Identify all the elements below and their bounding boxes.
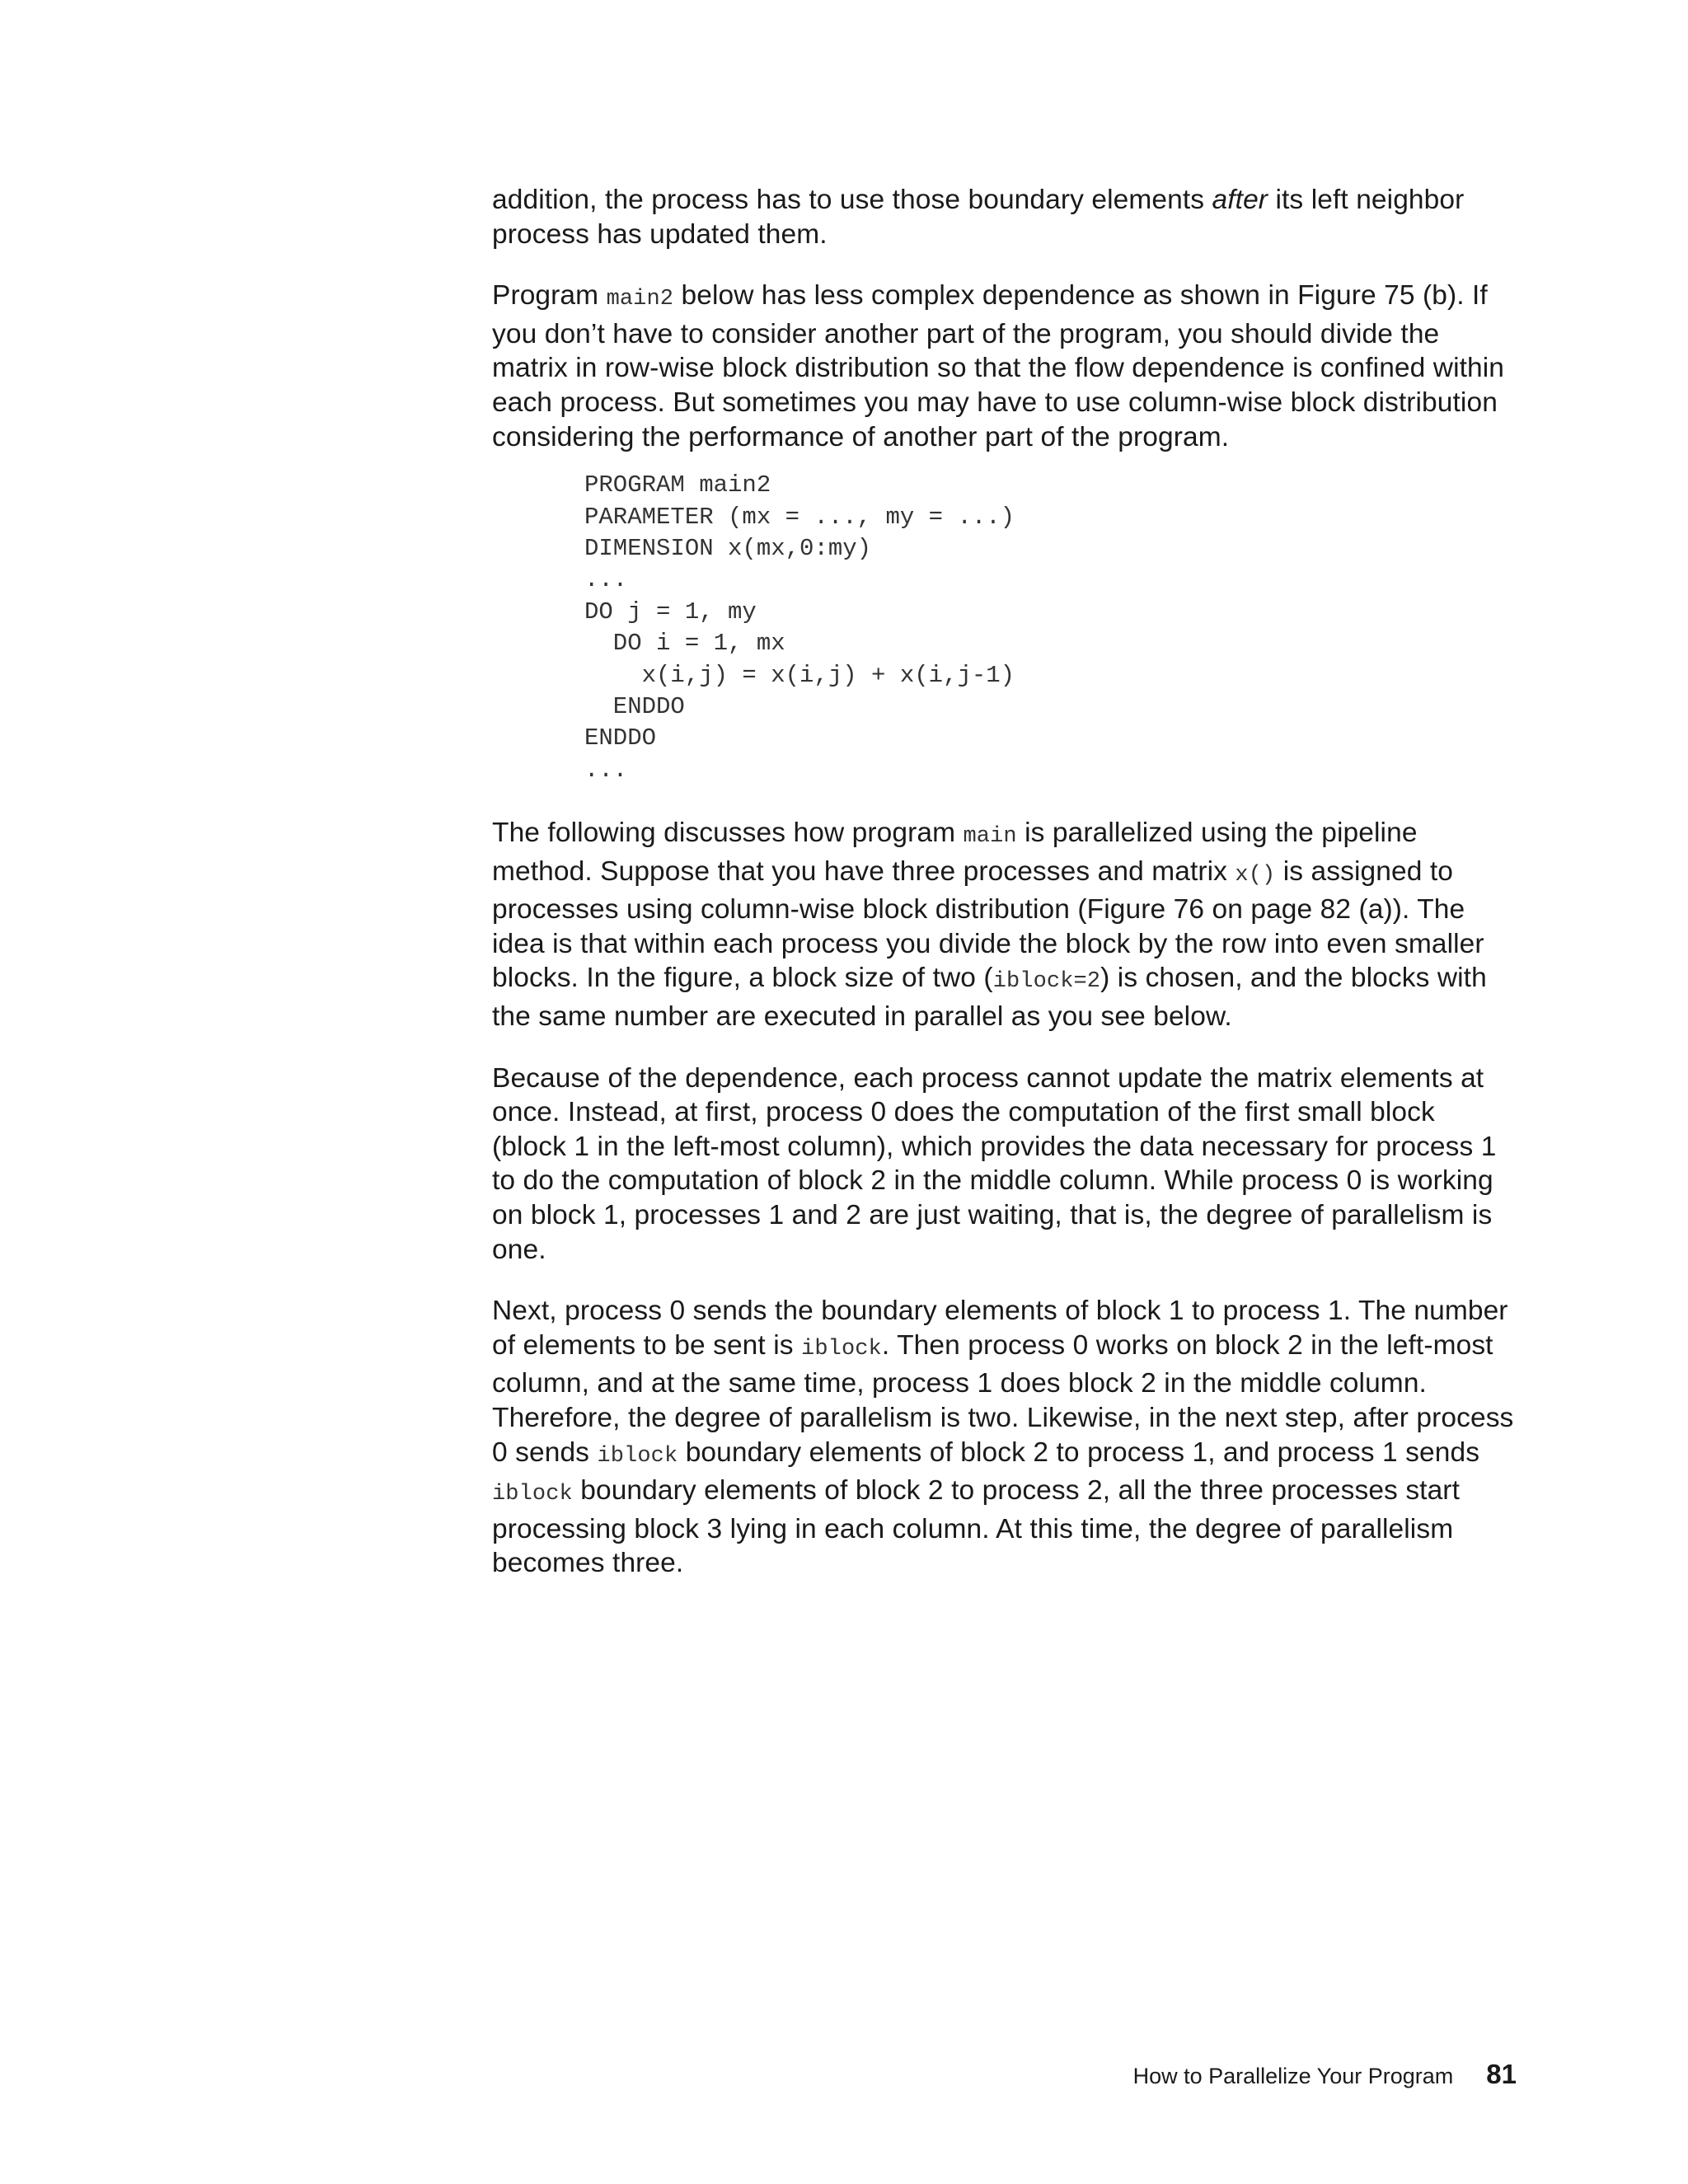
emphasis-after: after [1212, 185, 1268, 215]
code-line: DO i = 1, mx [584, 630, 785, 658]
text: addition, the process has to use those boundary elements [492, 185, 1212, 215]
code-line: PARAMETER (mx = ..., my = ...) [584, 503, 1015, 531]
inline-code-iblock: iblock [801, 1336, 882, 1361]
text: Program [492, 280, 607, 312]
text: is assigned to processes using column-wise block distribution (Figure 76 on page 82 (a)). The idea is that within each process you divide the block by the row into even smaller blocks. In the figure, a block size of two ( [492, 855, 1484, 994]
paragraph-2 [492, 279, 1514, 454]
text: its left neighbor process has updated them. [492, 185, 1465, 250]
text: The following discusses how program [492, 818, 964, 849]
inline-code-iblock: iblock [597, 1443, 678, 1469]
inline-code-main: main [963, 824, 1017, 850]
page-number: 81 [1486, 2059, 1517, 2089]
code-line: PROGRAM main2 [584, 471, 771, 499]
text: is parallelized using the pipeline method. Suppose that you have three processes and matrix [492, 818, 1418, 887]
code-line: x(i,j) = x(i,j) + x(i,j-1) [584, 661, 1015, 689]
paragraph-4 [492, 1062, 1514, 1268]
text: Next, process 0 sends the boundary elements of block 1 to process 1. The number of elements to be sent is [492, 1296, 1508, 1361]
code-line: ENDDO [584, 724, 657, 752]
text: below has less complex dependence as shown in Figure 75 (b). If you don’t have to consider another part of the program, you should divide the matrix in row-wise block distribution so that the flow dependence is confined within each process. But sometimes you may have to use column-wise block distribution considering the performance of another part of the program. [492, 280, 1505, 452]
body-text [492, 183, 1514, 1608]
code-line: ... [584, 756, 628, 784]
text: boundary elements of block 2 to process 1, and process 1 sends [678, 1436, 1480, 1468]
page-footer [1071, 2059, 1517, 2090]
inline-code-x: x() [1235, 862, 1276, 888]
code-listing [584, 470, 1514, 786]
paragraph-3 [492, 816, 1514, 1034]
code-line: DIMENSION x(mx,0:my) [584, 534, 872, 562]
footer-title: How to Parallelize Your Program [1132, 2064, 1454, 2088]
paragraph-1 [492, 183, 1514, 251]
inline-code-iblock-2: iblock=2 [992, 969, 1101, 995]
text: ) is chosen, and the blocks with the same number are executed in parallel as you see below. [492, 963, 1487, 1033]
code-line: ENDDO [584, 692, 685, 720]
text: Because of the dependence, each process cannot update the matrix elements at once. Instead, at first, process 0 does the computation of the first small block (block 1 in the left-most column), which provides the data necessary for process 1 to do the computation of block 2 in the middle column. While process 0 is working on block 1, processes 1 and 2 are just waiting, that is, the degree of parallelism is one. [492, 1062, 1497, 1265]
text: . Then process 0 works on block 2 in the left-most column, and at the same time, process 1 does block 2 in the middle column. Therefore, the degree of parallelism is two. Likewise, in the next step, after process 0 sends [492, 1329, 1514, 1468]
inline-code-main2: main2 [606, 287, 674, 312]
text: boundary elements of block 2 to process 2, all the three processes start processing block 3 lying in each column. At this time, the degree of parallelism becomes three. [492, 1475, 1460, 1579]
inline-code-iblock: iblock [492, 1482, 573, 1507]
code-line: DO j = 1, my [584, 598, 757, 626]
code-line: ... [584, 566, 628, 594]
paragraph-5 [492, 1294, 1514, 1581]
